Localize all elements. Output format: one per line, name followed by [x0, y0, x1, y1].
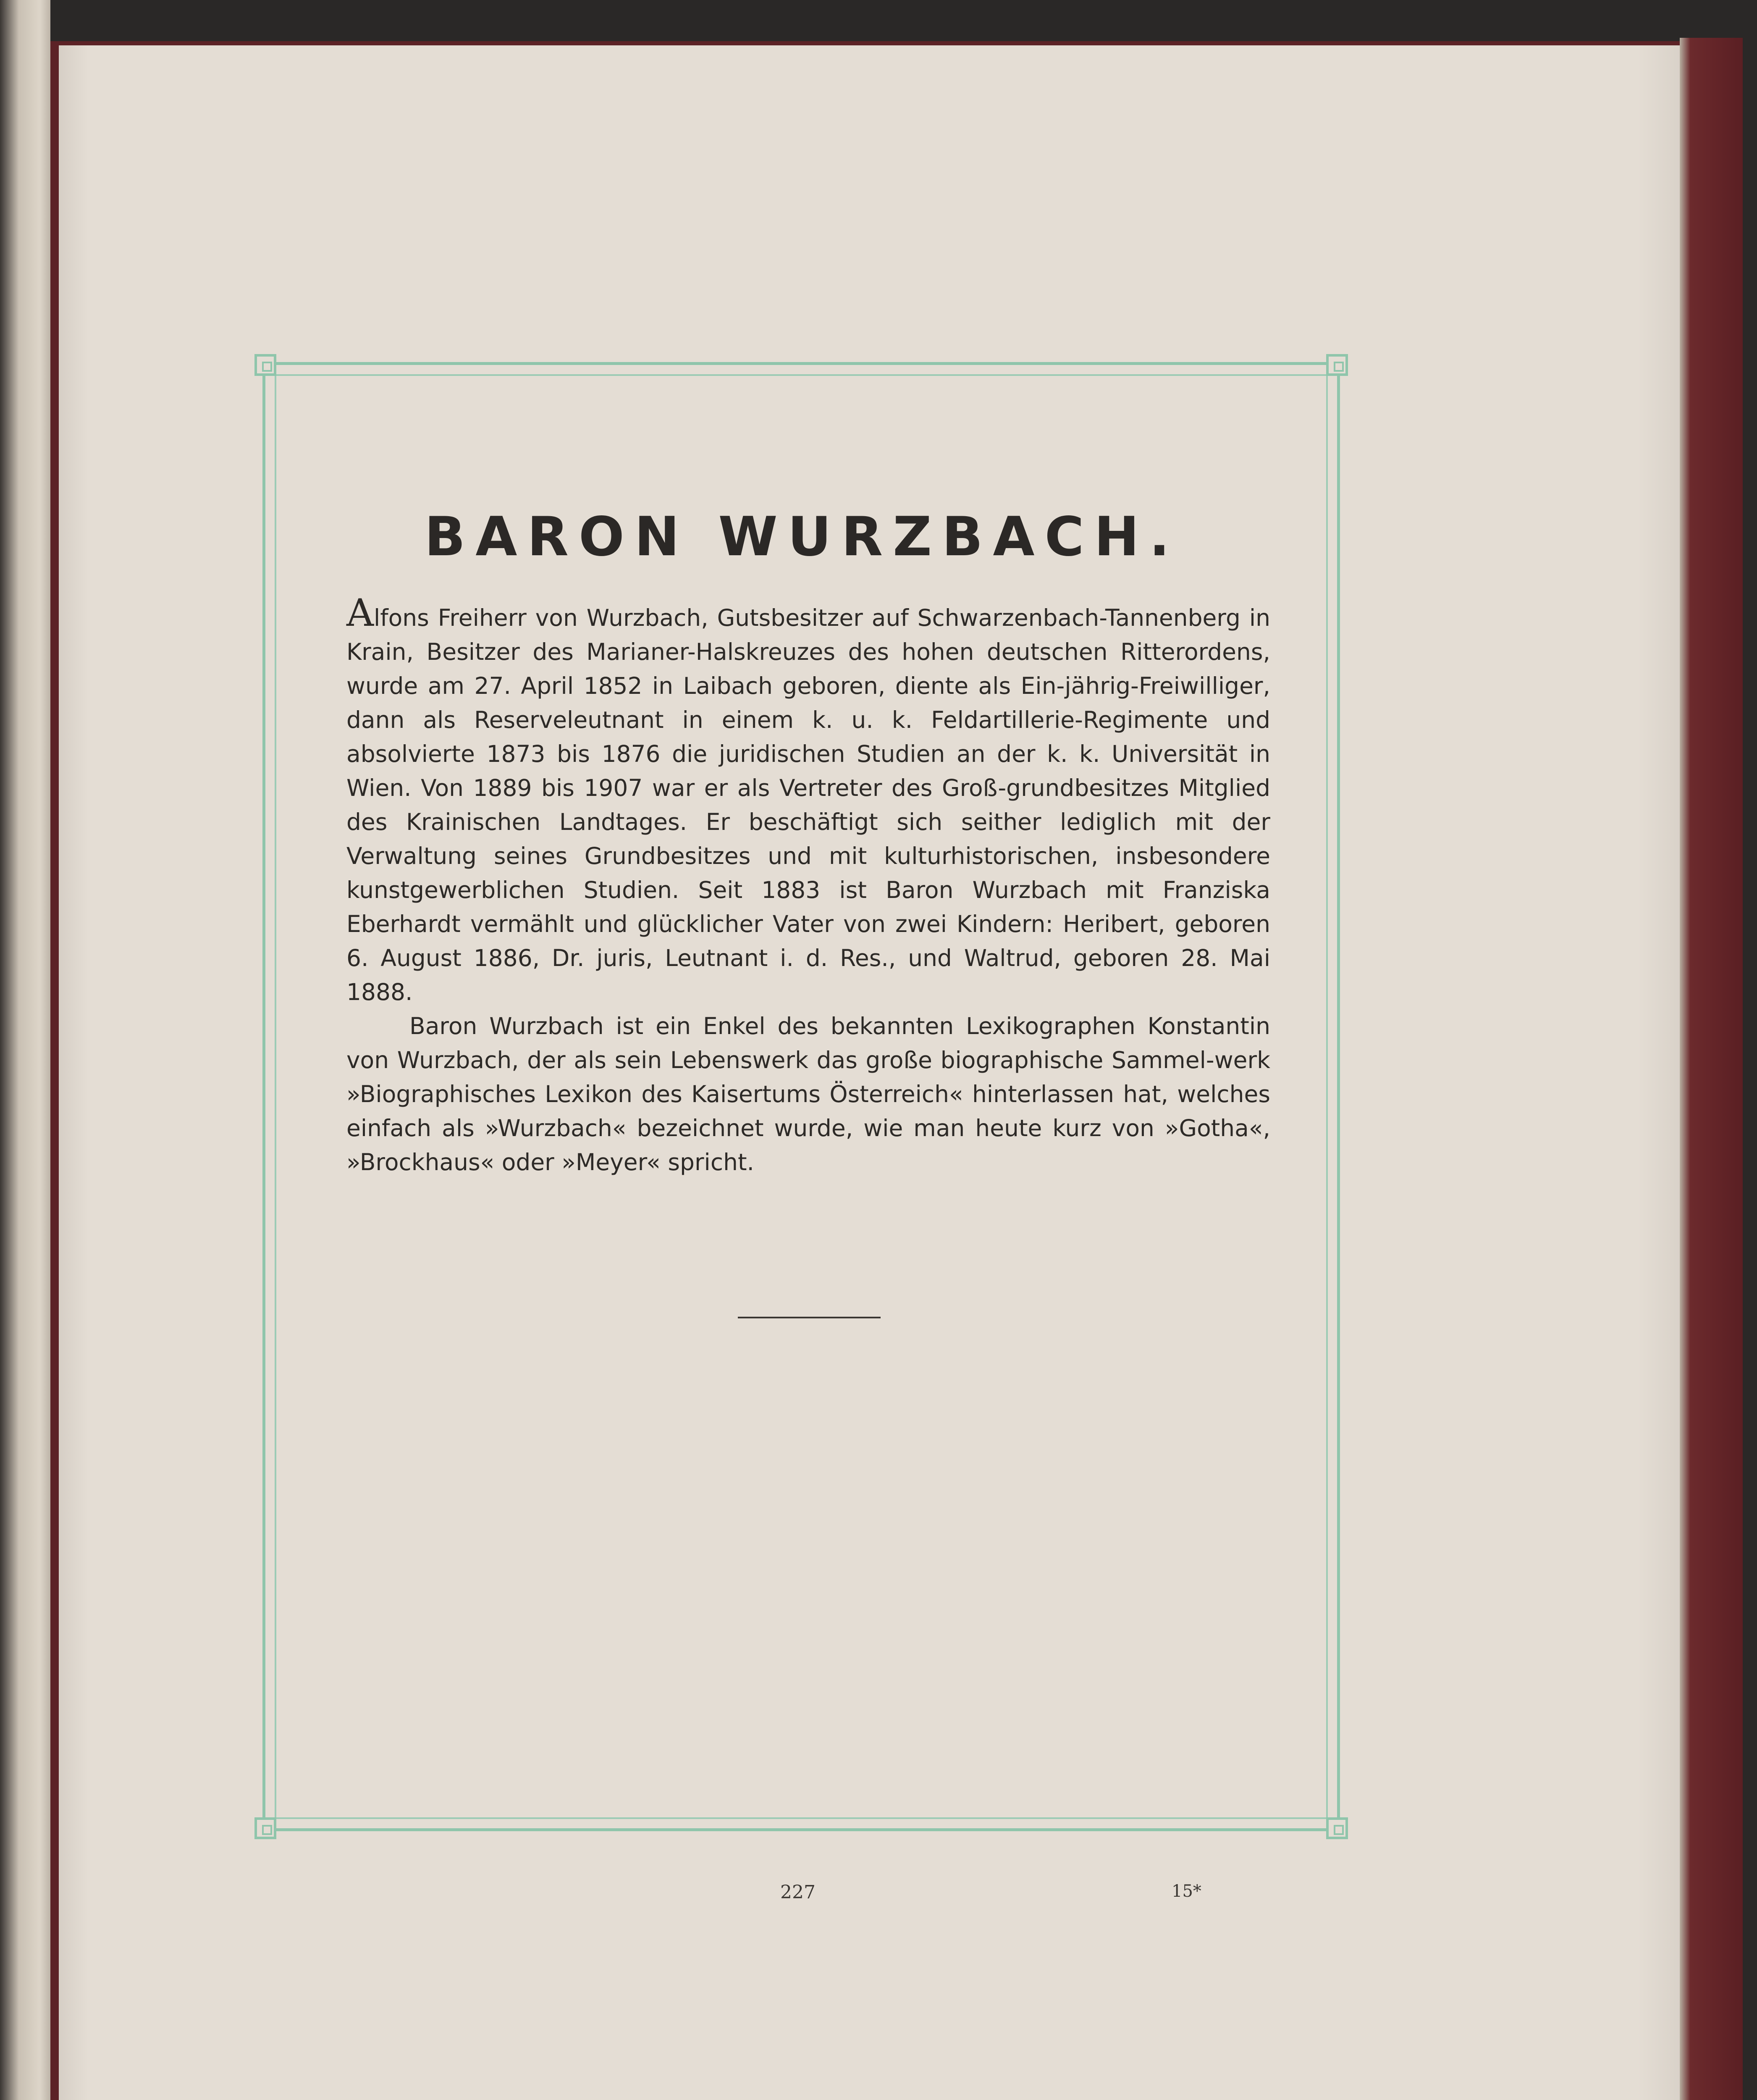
page-title: BARON WURZBACH.: [424, 506, 1180, 568]
drop-cap: A: [346, 591, 374, 635]
paragraph-2: Baron Wurzbach ist ein Enkel des bekannten Lexikographen Konstantin von Wurzbach, der als sein Lebenswerk das große biographische Sammel-werk »Biographisches Lexikon des Kaisertums Österreich« hinterlassen hat, welches einfach als »Wurzbach« bezeichnet wurde, wie man heute kurz von »Gotha«, »Brockhaus« oder »Meyer« spricht.: [346, 1013, 1270, 1176]
cover-spine-edge: [1680, 38, 1743, 2100]
paragraph-1-text: lfons Freiherr von Wurzbach, Gutsbesitzer auf Schwarzenbach-Tannenberg in Krain, Besitzer des Marianer-Halskreuzes des hohen deutschen Ritterordens, wurde am 27. April 1852 in Laibach geboren, diente als Ein-jährig-Freiwilliger, dann als Reserveleutnant in einem k. u. k. Feldartillerie-Regimente und absolvierte 1873 bis 1876 die juridischen Studien an der k. k. Universität in Wien. Von 1889 bis 1907 war er als Vertreter des Groß-grundbesitzes Mitglied des Krainischen Landtages. Er beschäftigt sich seither lediglich mit der Verwaltung seines Grundbesitzes und mit kulturhistorischen, insbesondere kunstgewerblichen Studien. Seit 1883 ist Baron Wurzbach mit Franziska Eberhardt vermählt und glücklicher Vater von zwei Kindern: Heribert, geboren 6. August 1886, Dr. juris, Leutnant i. d. Res., und Waltrud, geboren 28. Mai 1888.: [346, 604, 1270, 1005]
frame-corner-ornament: [254, 1817, 276, 1839]
frame-corner-ornament: [254, 354, 276, 376]
frame-corner-ornament: [1326, 1817, 1348, 1839]
facing-page-edge: [0, 0, 50, 2100]
page-number: 227: [780, 1882, 816, 1903]
signature-mark: 15*: [1172, 1882, 1201, 1901]
section-divider: [738, 1317, 881, 1318]
paragraph-1: [346, 591, 1270, 1009]
article-body: [346, 591, 1270, 1179]
frame-corner-ornament: [1326, 354, 1348, 376]
